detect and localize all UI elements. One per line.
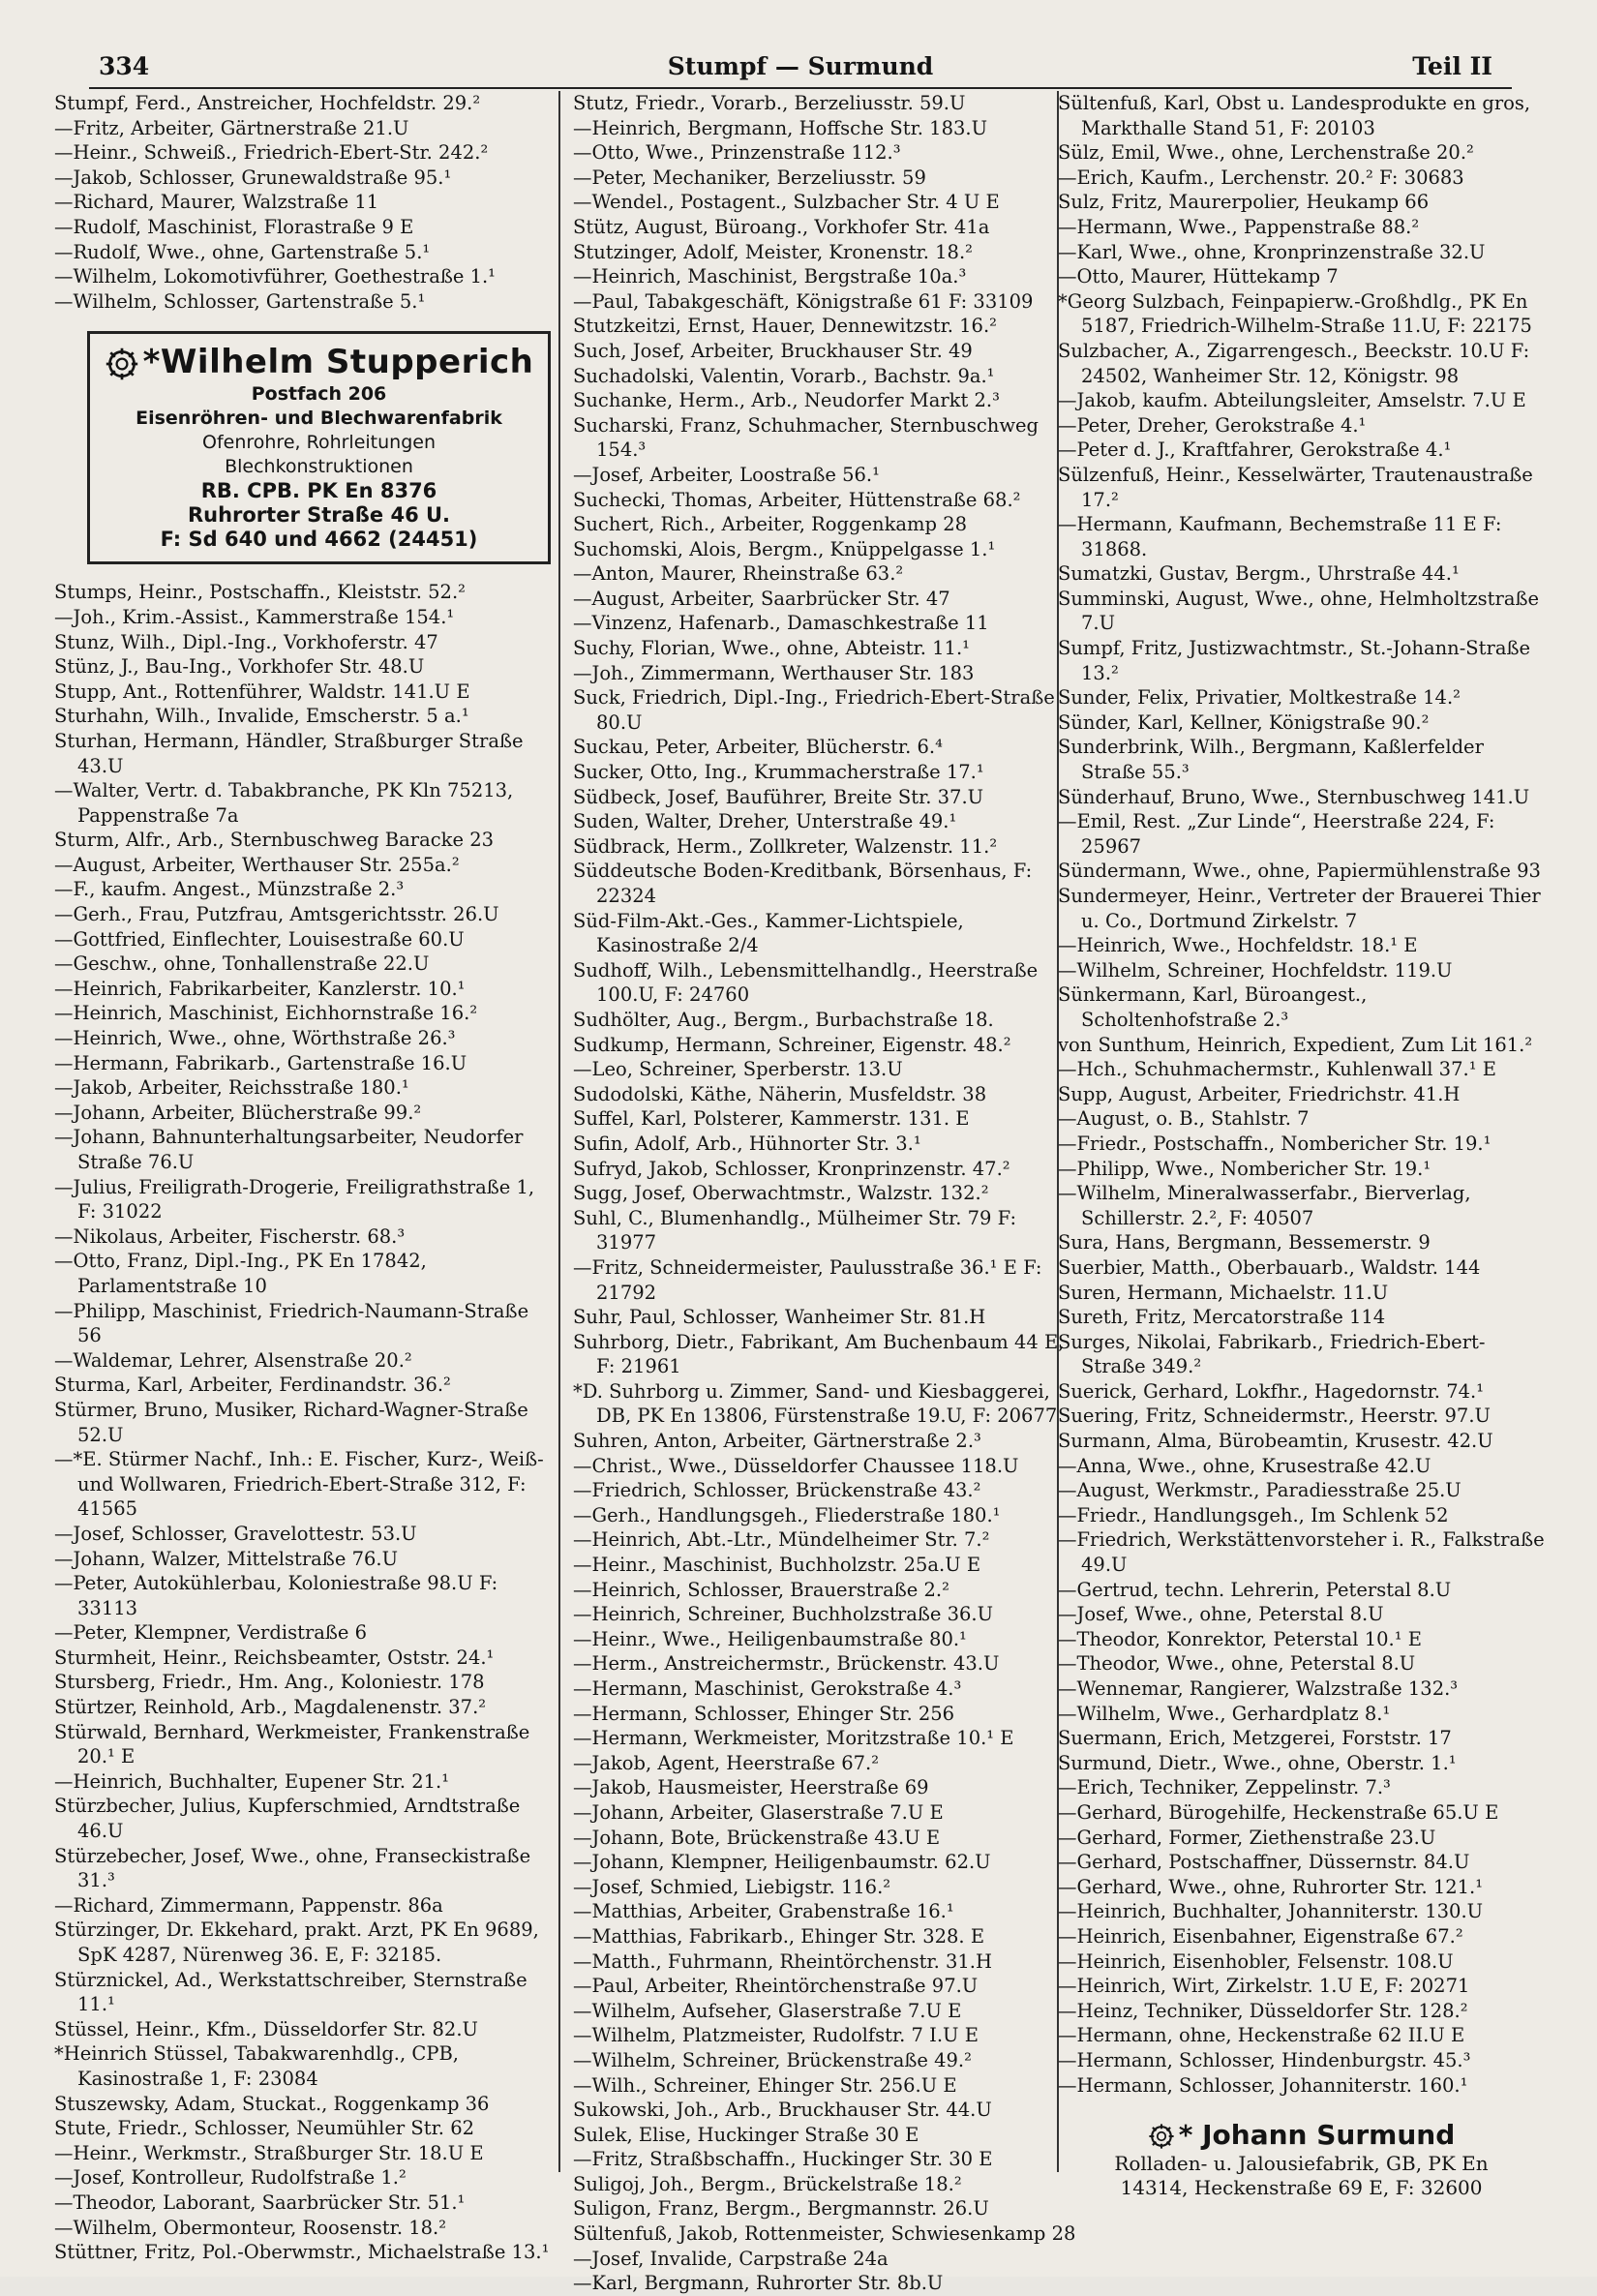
directory-entry: —Wendel., Postagent., Sulzbacher Str. 4 U E (573, 191, 1000, 214)
directory-entry: —Paul, Arbeiter, Rheintörchenstraße 97.U (573, 1975, 979, 1998)
directory-entry: Summinski, August, Wwe., ohne, Helmholtzstraße 7.U (1058, 587, 1540, 635)
directory-entry: Surmann, Alma, Bürobeamtin, Krusestr. 42.U (1058, 1430, 1493, 1453)
directory-entry: —Herm., Anstreichermstr., Brückenstr. 43.U (573, 1652, 1000, 1676)
directory-entry: —Wilhelm, Schreiner, Hochfeldstr. 119.U (1058, 958, 1453, 982)
directory-entry: —Wilhelm, Schlosser, Gartenstraße 5.¹ (54, 289, 426, 313)
directory-entry: —August, Werkmstr., Paradiesstraße 25.U (1058, 1479, 1461, 1502)
directory-entry: —Erich, Techniker, Zeppelinstr. 7.³ (1058, 1776, 1391, 1799)
directory-entry: Supp, August, Arbeiter, Friedrichstr. 41.H (1058, 1082, 1461, 1105)
directory-entry: —Otto, Maurer, Hüttekamp 7 (1058, 265, 1339, 288)
directory-entry: —Gerh., Handlungsgeh., Fliederstraße 180.¹ (573, 1503, 1001, 1526)
directory-entry: Süddeutsche Boden-Kreditbank, Börsenhaus, F: 22324 (573, 860, 1033, 907)
directory-entry: —Hermann, Schlosser, Hindenburgstr. 45.³ (1058, 2048, 1471, 2071)
page-number: 334 (99, 52, 150, 80)
directory-entry: —Karl, Bergmann, Ruhrorter Str. 8b.U (573, 2272, 944, 2295)
directory-entry: —Heinrich, Maschinist, Eichhornstraße 16.² (54, 1002, 478, 1025)
directory-entry: —Matthias, Fabrikarb., Ehinger Str. 328. E (573, 1924, 985, 1948)
directory-entry: —Gertrud, techn. Lehrerin, Peterstal 8.U (1058, 1578, 1452, 1601)
directory-entry: —Johann, Walzer, Mittelstraße 76.U (54, 1547, 399, 1570)
directory-entry: —Peter, Mechaniker, Berzeliusstr. 59 (573, 166, 926, 189)
directory-entry: —Heinz, Techniker, Düsseldorfer Str. 128.² (1058, 1999, 1468, 2022)
directory-entry: Stürzebecher, Josef, Wwe., ohne, Franseckistraße 31.³ (54, 1844, 531, 1892)
directory-entry: —Wilh., Schreiner, Ehinger Str. 256.U E (573, 2073, 957, 2097)
directory-entry: Sünkermann, Karl, Büroangest., Scholtenhofstraße 2.³ (1058, 983, 1368, 1031)
directory-entry: —Johann, Bahnunterhaltungsarbeiter, Neudorfer Straße 76.U (54, 1126, 524, 1173)
directory-entry: Suren, Hermann, Michaelstr. 11.U (1058, 1281, 1389, 1304)
directory-entry: —Josef, Wwe., ohne, Peterstal 8.U (1058, 1603, 1384, 1626)
directory-entry: Stürznickel, Ad., Werkstattschreiber, Sternstraße 11.¹ (54, 1968, 527, 2016)
directory-entry: —Fritz, Arbeiter, Gärtnerstraße 21.U (54, 116, 409, 139)
directory-entry: —Erich, Kaufm., Lerchenstr. 20.² F: 30683 (1058, 166, 1464, 189)
directory-entry: —August, Arbeiter, Saarbrücker Str. 47 (573, 587, 950, 610)
directory-entry: —Johann, Bote, Brückenstraße 43.U E (573, 1826, 941, 1849)
directory-entry: Sunderbrink, Wilh., Bergmann, Kaßlerfelder Straße 55.³ (1058, 736, 1484, 784)
directory-entry: Sülzenfuß, Heinr., Kesselwärter, Trautenaustraße 17.² (1058, 463, 1533, 511)
directory-entry: Suden, Walter, Dreher, Unterstraße 49.¹ (573, 810, 957, 833)
directory-entry: —Richard, Zimmermann, Pappenstr. 86a (54, 1893, 443, 1917)
directory-entry: —Nikolaus, Arbeiter, Fischerstr. 68.³ (54, 1224, 406, 1248)
directory-entry: Sünder, Karl, Kellner, Königstraße 90.² (1058, 710, 1430, 734)
directory-entry: —Philipp, Wwe., Nombericher Str. 19.¹ (1058, 1157, 1431, 1180)
directory-entry: —Gerhard, Postschaffner, Düssernstr. 84.U (1058, 1851, 1470, 1874)
advertisement-surmund (1058, 2119, 1545, 2200)
directory-entry: Stünz, J., Bau-Ing., Vorkhofer Str. 48.U (54, 655, 425, 679)
directory-entry: Sunder, Felix, Privatier, Moltkestraße 14.² (1058, 686, 1461, 710)
directory-entry: —Heinrich, Buchhalter, Eupener Str. 21.¹ (54, 1769, 450, 1793)
directory-entry: Suligoj, Joh., Bergm., Brückelstraße 18.² (573, 2172, 962, 2195)
directory-entry: Sturm, Alfr., Arb., Sternbuschweg Baracke 23 (54, 829, 495, 852)
directory-entry: —Heinrich, Bergmann, Hoffsche Str. 183.U (573, 116, 988, 139)
directory-entry: Suhrborg, Dietr., Fabrikant, Am Buchenbaum 44 E, F: 21961 (573, 1330, 1065, 1378)
directory-entry: —Vinzenz, Hafenarb., Damaschkestraße 11 (573, 612, 989, 635)
directory-entry: —Josef, Invalide, Carpstraße 24a (573, 2247, 889, 2270)
directory-entry: —Hermann, Kaufmann, Bechemstraße 11 E F: 31868. (1058, 513, 1502, 560)
directory-entry: —Matthias, Arbeiter, Grabenstraße 16.¹ (573, 1900, 954, 1923)
directory-entry: *D. Suhrborg u. Zimmer, Sand- und Kiesbaggerei, DB, PK En 13806, Fürstenstraße 19.U, F: 20677 (573, 1379, 1058, 1428)
directory-entry: —Wennemar, Rangierer, Walzstraße 132.³ (1058, 1677, 1459, 1700)
directory-entry: Suchy, Florian, Wwe., ohne, Abteistr. 11.¹ (573, 637, 970, 660)
directory-entry: Südbeck, Josef, Bauführer, Breite Str. 37.U (573, 785, 984, 808)
directory-entry: Sudodolski, Käthe, Näherin, Musfeldstr. 38 (573, 1082, 987, 1105)
directory-entry: Sufin, Adolf, Arb., Hühnorter Str. 3.¹ (573, 1132, 921, 1155)
part-label: Teil II (1412, 52, 1492, 80)
directory-entry: —Fritz, Schneidermeister, Paulusstraße 36.¹ E F: 21792 (573, 1255, 1042, 1304)
directory-entry: Sturhan, Hermann, Händler, Straßburger Straße 43.U (54, 729, 524, 777)
directory-entry: Stumps, Heinr., Postschaffn., Kleiststr. 52.² (54, 581, 466, 604)
directory-entry: Suhl, C., Blumenhandlg., Mülheimer Str. 79 F: 31977 (573, 1206, 1017, 1254)
directory-entry: Sulz, Fritz, Maurerpolier, Heukamp 66 (1058, 191, 1430, 214)
directory-entry: —Hermann, Fabrikarb., Gartenstraße 16.U (54, 1051, 467, 1074)
directory-entry: —Heinrich, Schlosser, Brauerstraße 2.² (573, 1578, 949, 1601)
directory-entry: —Anna, Wwe., ohne, Krusestraße 42.U (1058, 1454, 1431, 1477)
directory-entry: —Wilhelm, Aufseher, Glaserstraße 7.U E (573, 1999, 962, 2022)
directory-entry: Sturhahn, Wilh., Invalide, Emscherstr. 5 a.¹ (54, 705, 469, 728)
directory-entry: Stürmer, Bruno, Musiker, Richard-Wagner-Straße 52.U (54, 1398, 528, 1446)
directory-entry: —Theodor, Wwe., ohne, Peterstal 8.U (1058, 1652, 1416, 1676)
company-logo-icon (1148, 2123, 1175, 2150)
directory-entry: —Paul, Tabakgeschäft, Königstraße 61 F: 33109 (573, 289, 1034, 313)
directory-entry: —Geschw., ohne, Tonhallenstraße 22.U (54, 952, 430, 976)
directory-entry: Sukowski, Joh., Arb., Bruckhauser Str. 44.U (573, 2099, 992, 2122)
directory-entry: —Heinrich, Wwe., ohne, Wörthstraße 26.³ (54, 1027, 456, 1050)
column-divider-left (558, 91, 560, 2172)
directory-entry: Sültenfuß, Jakob, Rottenmeister, Schwiesenkamp 28 (573, 2222, 1076, 2246)
directory-entry: Sucker, Otto, Ing., Krummacherstraße 17.¹ (573, 761, 984, 784)
directory-entry: Stürtzer, Reinhold, Arb., Magdalenenstr. 37.² (54, 1696, 487, 1719)
directory-entry: —Matth., Fuhrmann, Rheintörchenstr. 31.H (573, 1949, 993, 1973)
directory-entry: —Rudolf, Maschinist, Florastraße 9 E (54, 215, 414, 238)
advertisement-stupperich (87, 331, 551, 564)
directory-entry: —Christ., Wwe., Düsseldorfer Chaussee 118.U (573, 1454, 1019, 1477)
page-range-title: Stumpf — Surmund (667, 52, 934, 80)
directory-entry: —Gerhard, Former, Ziethenstraße 23.U (1058, 1826, 1436, 1849)
directory-entry: —Karl, Wwe., ohne, Kronprinzenstraße 32.U (1058, 240, 1486, 263)
directory-entry: Suermann, Erich, Metzgerei, Forststr. 17 (1058, 1727, 1452, 1750)
directory-entry: Stürzbecher, Julius, Kupferschmied, Arndtstraße 46.U (54, 1795, 521, 1843)
directory-entry: Suchert, Rich., Arbeiter, Roggenkamp 28 (573, 513, 968, 536)
directory-entry: Sturmheit, Heinr., Reichsbeamter, Oststr. 24.¹ (54, 1646, 495, 1669)
directory-entry: Suffel, Karl, Polsterer, Kammerstr. 131. E (573, 1107, 970, 1131)
directory-entry: Sumpf, Fritz, Justizwachtmstr., St.-Johann-Straße 13.² (1058, 637, 1531, 684)
directory-entry: —Fritz, Straßbschaffn., Huckinger Str. 30 E (573, 2148, 993, 2171)
directory-entry: —Friedrich, Werkstättenvorsteher i. R., Falkstraße 49.U (1058, 1528, 1545, 1577)
directory-entry: —Peter, Klempner, Verdistraße 6 (54, 1621, 368, 1645)
directory-entry: —Gerhard, Wwe., ohne, Ruhrorter Str. 121.¹ (1058, 1875, 1484, 1898)
directory-entry: Suckau, Peter, Arbeiter, Blücherstr. 6.⁴ (573, 736, 943, 759)
ad-products-1: Ofenrohre, Rohrleitungen (202, 432, 436, 454)
directory-entry: Suchomski, Alois, Bergm., Knüppelgasse 1.¹ (573, 537, 996, 560)
directory-entry: —August, o. B., Stahlstr. 7 (1058, 1107, 1310, 1131)
directory-entry: Stuszewsky, Adam, Stuckat., Roggenkamp 36 (54, 2092, 490, 2115)
directory-entry: Sülz, Emil, Wwe., ohne, Lerchenstraße 20.² (1058, 141, 1474, 165)
directory-entry: Sulek, Elise, Huckinger Straße 30 E (573, 2123, 919, 2146)
directory-entry: —Gerh., Frau, Putzfrau, Amtsgerichtsstr. 26.U (54, 903, 499, 926)
directory-entry: Stumpf, Ferd., Anstreicher, Hochfeldstr. 29.² (54, 92, 481, 114)
directory-entry: —Heinrich, Abt.-Ltr., Mündelheimer Str. 7.² (573, 1528, 990, 1552)
directory-entry: Stürzinger, Dr. Ekkehard, prakt. Arzt, PK En 9689, SpK 4287, Nürenweg 36. E, F: 32185. (54, 1918, 539, 1966)
directory-entry: —Friedr., Postschaffn., Nombericher Str. 19.¹ (1058, 1132, 1492, 1155)
ad-phone: F: Sd 640 und 4662 (24451) (160, 528, 478, 552)
directory-entry: —Julius, Freiligrath-Drogerie, Freiligrathstraße 1, F: 31022 (54, 1175, 535, 1224)
column-3 (1058, 91, 1545, 2200)
directory-entry: —August, Arbeiter, Werthauser Str. 255a.² (54, 853, 460, 876)
directory-entry: Suchanke, Herm., Arb., Neudorfer Markt 2.³ (573, 389, 1000, 412)
directory-entry: —Gottfried, Einflechter, Louisestraße 60.U (54, 927, 465, 951)
directory-entry: —Heinr., Maschinist, Buchholzstr. 25a.U E (573, 1554, 981, 1577)
directory-entry: Surges, Nikolai, Fabrikarb., Friedrich-Ebert-Straße 349.² (1058, 1330, 1486, 1378)
directory-entry: —Johann, Klempner, Heiligenbaumstr. 62.U (573, 1851, 991, 1874)
directory-entry: —Hermann, Schlosser, Ehinger Str. 256 (573, 1702, 955, 1725)
directory-entry: —Wilhelm, Obermonteur, Roosenstr. 18.² (54, 2216, 447, 2239)
company-logo-icon (105, 347, 139, 381)
directory-entry: —Heinr., Werkmstr., Straßburger Str. 18.U E (54, 2141, 484, 2164)
directory-entry: —Joh., Krim.-Assist., Kammerstraße 154.¹ (54, 605, 455, 628)
directory-entry: Sültenfuß, Karl, Obst u. Landesprodukte en gros, Markthalle Stand 51, F: 20103 (1058, 92, 1531, 139)
directory-entry: —Heinrich, Fabrikarbeiter, Kanzlerstr. 10.¹ (54, 977, 466, 1000)
directory-entry: Surmund, Dietr., Wwe., ohne, Oberstr. 1.¹ (1058, 1751, 1457, 1774)
directory-entry: —Jakob, Hausmeister, Heerstraße 69 (573, 1776, 929, 1799)
ad-postbox: Postfach 206 (251, 383, 387, 406)
directory-entry: Sudhoff, Wilh., Lebensmittelhandlg., Heerstraße 100.U, F: 24760 (573, 958, 1039, 1007)
directory-entry: —Friedrich, Schlosser, Brückenstraße 43.² (573, 1479, 981, 1502)
directory-entry: Sudhölter, Aug., Bergm., Burbachstraße 18. (573, 1008, 994, 1031)
directory-entry: —Wilhelm, Platzmeister, Rudolfstr. 7 I.U E (573, 2024, 979, 2047)
directory-entry: Sturma, Karl, Arbeiter, Ferdinandstr. 36.² (54, 1374, 451, 1397)
directory-entry: Stutzinger, Adolf, Meister, Kronenstr. 18.² (573, 240, 973, 263)
directory-entry: Stüttner, Fritz, Pol.-Oberwmstr., Michaelstraße 13.¹ (54, 2241, 550, 2264)
directory-entry: Stupp, Ant., Rottenführer, Waldstr. 141.U E (54, 680, 470, 703)
directory-entry: —Jakob, Arbeiter, Reichsstraße 180.¹ (54, 1076, 409, 1100)
directory-entry: —Wilhelm, Mineralwasserfabr., Bierverlag, Schillerstr. 2.², F: 40507 (1058, 1182, 1471, 1229)
directory-entry: —Friedr., Handlungsgeh., Im Schlenk 52 (1058, 1503, 1449, 1526)
directory-entry: —Josef, Schlosser, Gravelottestr. 53.U (54, 1522, 417, 1545)
directory-entry: Sumatzki, Gustav, Bergm., Uhrstraße 44.¹ (1058, 562, 1460, 586)
directory-entry: —Heinrich, Schreiner, Buchholzstraße 36.U (573, 1603, 994, 1626)
ad-products-2: Blechkonstruktionen (225, 456, 413, 478)
directory-entry: Stütz, August, Büroang., Vorkhofer Str. 41a (573, 215, 990, 238)
directory-entry: —Emil, Rest. „Zur Linde“, Heerstraße 224, F: 25967 (1058, 810, 1495, 858)
directory-entry: Stursberg, Friedr., Hm. Ang., Koloniestr. 178 (54, 1671, 485, 1694)
directory-entry: —Theodor, Laborant, Saarbrücker Str. 51.¹ (54, 2190, 466, 2214)
directory-entry: —Richard, Maurer, Walzstraße 11 (54, 191, 379, 214)
column-3-entries (1058, 91, 1545, 2098)
directory-entry: —Heinrich, Wirt, Zirkelstr. 1.U E, F: 20271 (1058, 1975, 1470, 1998)
directory-entry: —F., kaufm. Angest., Münzstraße 2.³ (54, 878, 405, 901)
directory-entry: —Hermann, Schlosser, Johanniterstr. 160.¹ (1058, 2073, 1468, 2097)
directory-entry: Sulzbacher, A., Zigarrengesch., Beeckstr. 10.U F: 24502, Wanheimer Str. 12, Königstr. 98 (1058, 339, 1530, 387)
directory-entry: Süd-Film-Akt.-Ges., Kammer-Lichtspiele, Kasinostraße 2/4 (573, 909, 964, 957)
directory-entry: —Jakob, kaufm. Abteilungsleiter, Amselstr. 7.U E (1058, 389, 1526, 412)
directory-entry: —Heinr., Wwe., Heiligenbaumstraße 80.¹ (573, 1627, 967, 1650)
directory-entry: Stürwald, Bernhard, Werkmeister, Frankenstraße 20.¹ E (54, 1720, 530, 1768)
directory-entry: —Johann, Arbeiter, Glaserstraße 7.U E (573, 1800, 944, 1824)
directory-entry: Sundermeyer, Heinr., Vertreter der Brauerei Thier u. Co., Dortmund Zirkelstr. 7 (1058, 885, 1541, 932)
directory-entry: —Rudolf, Wwe., ohne, Gartenstraße 5.¹ (54, 240, 431, 263)
directory-entry: Suhr, Paul, Schlosser, Wanheimer Str. 81.H (573, 1306, 986, 1329)
column-1-entries-top (54, 91, 553, 314)
directory-entry: —Philipp, Maschinist, Friedrich-Naumann-Straße 56 (54, 1299, 529, 1347)
directory-entry: —Wilhelm, Lokomotivführer, Goethestraße 1.¹ (54, 265, 497, 288)
directory-entry: Stutz, Friedr., Vorarb., Berzeliusstr. 59.U (573, 92, 966, 114)
directory-entry: —Heinrich, Maschinist, Bergstraße 10a.³ (573, 265, 967, 288)
directory-entry: Suck, Friedrich, Dipl.-Ing., Friedrich-Ebert-Straße 80.U (573, 686, 1055, 734)
directory-entry: Stunz, Wilh., Dipl.-Ing., Vorkhoferstr. 47 (54, 630, 438, 653)
directory-entry: —Heinrich, Eisenhobler, Felsenstr. 108.U (1058, 1949, 1454, 1973)
ad-address: Ruhrorter Straße 46 U. (187, 503, 451, 528)
directory-entry: Such, Josef, Arbeiter, Bruckhauser Str. 49 (573, 339, 973, 362)
directory-entry: —Heinrich, Wwe., Hochfeldstr. 18.¹ E (1058, 934, 1418, 957)
directory-entry: Suhren, Anton, Arbeiter, Gärtnerstraße 2.³ (573, 1430, 981, 1453)
directory-entry: —Hermann, Wwe., Pappenstraße 88.² (1058, 215, 1420, 238)
directory-entry: Sünderhauf, Bruno, Wwe., Sternbuschweg 141.U (1058, 785, 1530, 808)
page-header (89, 48, 1512, 89)
directory-entry: *Georg Sulzbach, Feinpapierw.-Großhdlg., PK En 5187, Friedrich-Wilhelm-Straße 11.U, F: 22175 (1058, 289, 1532, 338)
directory-entry: Suerick, Gerhard, Lokfhr., Hagedornstr. 74.¹ (1058, 1379, 1485, 1403)
directory-entry: —Wilhelm, Wwe., Gerhardplatz 8.¹ (1058, 1702, 1391, 1725)
directory-entry: —Johann, Arbeiter, Blücherstraße 99.² (54, 1101, 422, 1124)
directory-entry: —Peter d. J., Kraftfahrer, Gerokstraße 4.¹ (1058, 438, 1452, 462)
directory-entry: Suligon, Franz, Bergm., Bergmannstr. 26.U (573, 2197, 989, 2220)
directory-entry: —Jakob, Schlosser, Grunewaldstraße 95.¹ (54, 166, 452, 189)
directory-entry: —Waldemar, Lehrer, Alsenstraße 20.² (54, 1348, 412, 1372)
directory-entry: —Walter, Vertr. d. Tabakbranche, PK Kln 75213, Pappenstraße 7a (54, 779, 514, 827)
ad-company-name: * Johann Surmund (1178, 2119, 1456, 2152)
directory-entry: Sureth, Fritz, Mercatorstraße 114 (1058, 1306, 1386, 1329)
directory-entry: —Joh., Zimmermann, Werthauser Str. 183 (573, 661, 975, 684)
directory-entry: *Heinrich Stüssel, Tabakwarenhdlg., CPB, Kasinostraße 1, F: 23084 (54, 2042, 459, 2090)
directory-entry: —Heinrich, Buchhalter, Johanniterstr. 130.U (1058, 1900, 1484, 1923)
directory-entry: —Heinrich, Eisenbahner, Eigenstraße 67.² (1058, 1924, 1463, 1948)
directory-entry: Sucharski, Franz, Schuhmacher, Sternbuschweg 154.³ (573, 413, 1040, 462)
ad-business: Eisenröhren- und Blechwarenfabrik (136, 408, 502, 430)
directory-entry: —Otto, Wwe., Prinzenstraße 112.³ (573, 141, 901, 165)
directory-entry: —Leo, Schreiner, Sperberstr. 13.U (573, 1058, 903, 1081)
directory-entry: —*E. Stürmer Nachf., Inh.: E. Fischer, Kurz-, Weiß- und Wollwaren, Friedrich-Ebert-Straße 312, F: 41565 (54, 1448, 544, 1521)
directory-entry: Südbrack, Herm., Zollkreter, Walzenstr. 11.² (573, 834, 998, 858)
directory-entry: Suchecki, Thomas, Arbeiter, Hüttenstraße 68.² (573, 488, 1021, 511)
directory-entry: Sugg, Josef, Oberwachtmstr., Walzstr. 132.² (573, 1182, 989, 1205)
directory-entry: —Anton, Maurer, Rheinstraße 63.² (573, 562, 904, 586)
column-2 (573, 91, 1076, 2296)
directory-entry: —Hermann, ohne, Heckenstraße 62 II.U E (1058, 2024, 1465, 2047)
directory-entry: —Heinr., Schweiß., Friedrich-Ebert-Str. 242.² (54, 141, 489, 165)
directory-entry: Suchadolski, Valentin, Vorarb., Bachstr. 9a.¹ (573, 364, 995, 387)
directory-entry: —Hch., Schuhmachermstr., Kuhlenwall 37.¹ E (1058, 1058, 1496, 1081)
directory-entry: Stüssel, Heinr., Kfm., Düsseldorfer Str. 82.U (54, 2017, 478, 2040)
directory-entry: —Theodor, Konrektor, Peterstal 10.¹ E (1058, 1627, 1422, 1650)
directory-entry: —Jakob, Agent, Heerstraße 67.² (573, 1751, 880, 1774)
column-2-entries (573, 91, 1076, 2296)
directory-entry: —Wilhelm, Schreiner, Brückenstraße 49.² (573, 2048, 972, 2071)
directory-entry: Suering, Fritz, Schneidermstr., Heerstr. 97.U (1058, 1405, 1491, 1428)
directory-entry: Sufryd, Jakob, Schlosser, Kronprinzenstr. 47.² (573, 1157, 1010, 1180)
ad-business: Rolladen- u. Jalousiefabrik, GB, PK En (1114, 2152, 1489, 2176)
directory-entry: —Josef, Kontrolleur, Rudolfstraße 1.² (54, 2166, 407, 2190)
directory-entry: —Hermann, Werkmeister, Moritzstraße 10.¹ E (573, 1727, 1014, 1750)
directory-entry: —Peter, Autokühlerbau, Koloniestraße 98.U F: 33113 (54, 1572, 498, 1619)
directory-entry: von Sunthum, Heinrich, Expedient, Zum Lit 161.² (1058, 1033, 1533, 1056)
directory-entry: Suerbier, Matth., Oberbauarb., Waldstr. 144 (1058, 1255, 1481, 1279)
directory-entry: —Josef, Arbeiter, Loostraße 56.¹ (573, 463, 880, 486)
ad-accounts: RB. CPB. PK En 8376 (200, 479, 437, 503)
directory-entry: —Josef, Schmied, Liebigstr. 116.² (573, 1875, 891, 1898)
directory-entry: Stute, Friedr., Schlosser, Neumühler Str. 62 (54, 2117, 475, 2140)
directory-entry: —Gerhard, Bürogehilfe, Heckenstraße 65.U E (1058, 1800, 1499, 1824)
directory-entry: —Hermann, Maschinist, Gerokstraße 4.³ (573, 1677, 962, 1700)
directory-entry: Sündermann, Wwe., ohne, Papiermühlenstraße 93 (1058, 860, 1541, 883)
ad-company-name: *Wilhelm Stupperich (142, 343, 534, 382)
directory-entry: —Peter, Dreher, Gerokstraße 4.¹ (1058, 413, 1367, 437)
directory-entry: —Otto, Franz, Dipl.-Ing., PK En 17842, Parlamentstraße 10 (54, 1250, 427, 1297)
directory-entry: Sura, Hans, Bergmann, Bessemerstr. 9 (1058, 1231, 1431, 1254)
column-1-entries-bottom (54, 580, 553, 2264)
ad-address: 14314, Heckenstraße 69 E, F: 32600 (1120, 2176, 1483, 2200)
column-1 (54, 91, 553, 2265)
directory-entry: Sudkump, Hermann, Schreiner, Eigenstr. 48.² (573, 1033, 1011, 1056)
directory-entry: Stutzkeitzi, Ernst, Hauer, Dennewitzstr. 16.² (573, 315, 997, 338)
